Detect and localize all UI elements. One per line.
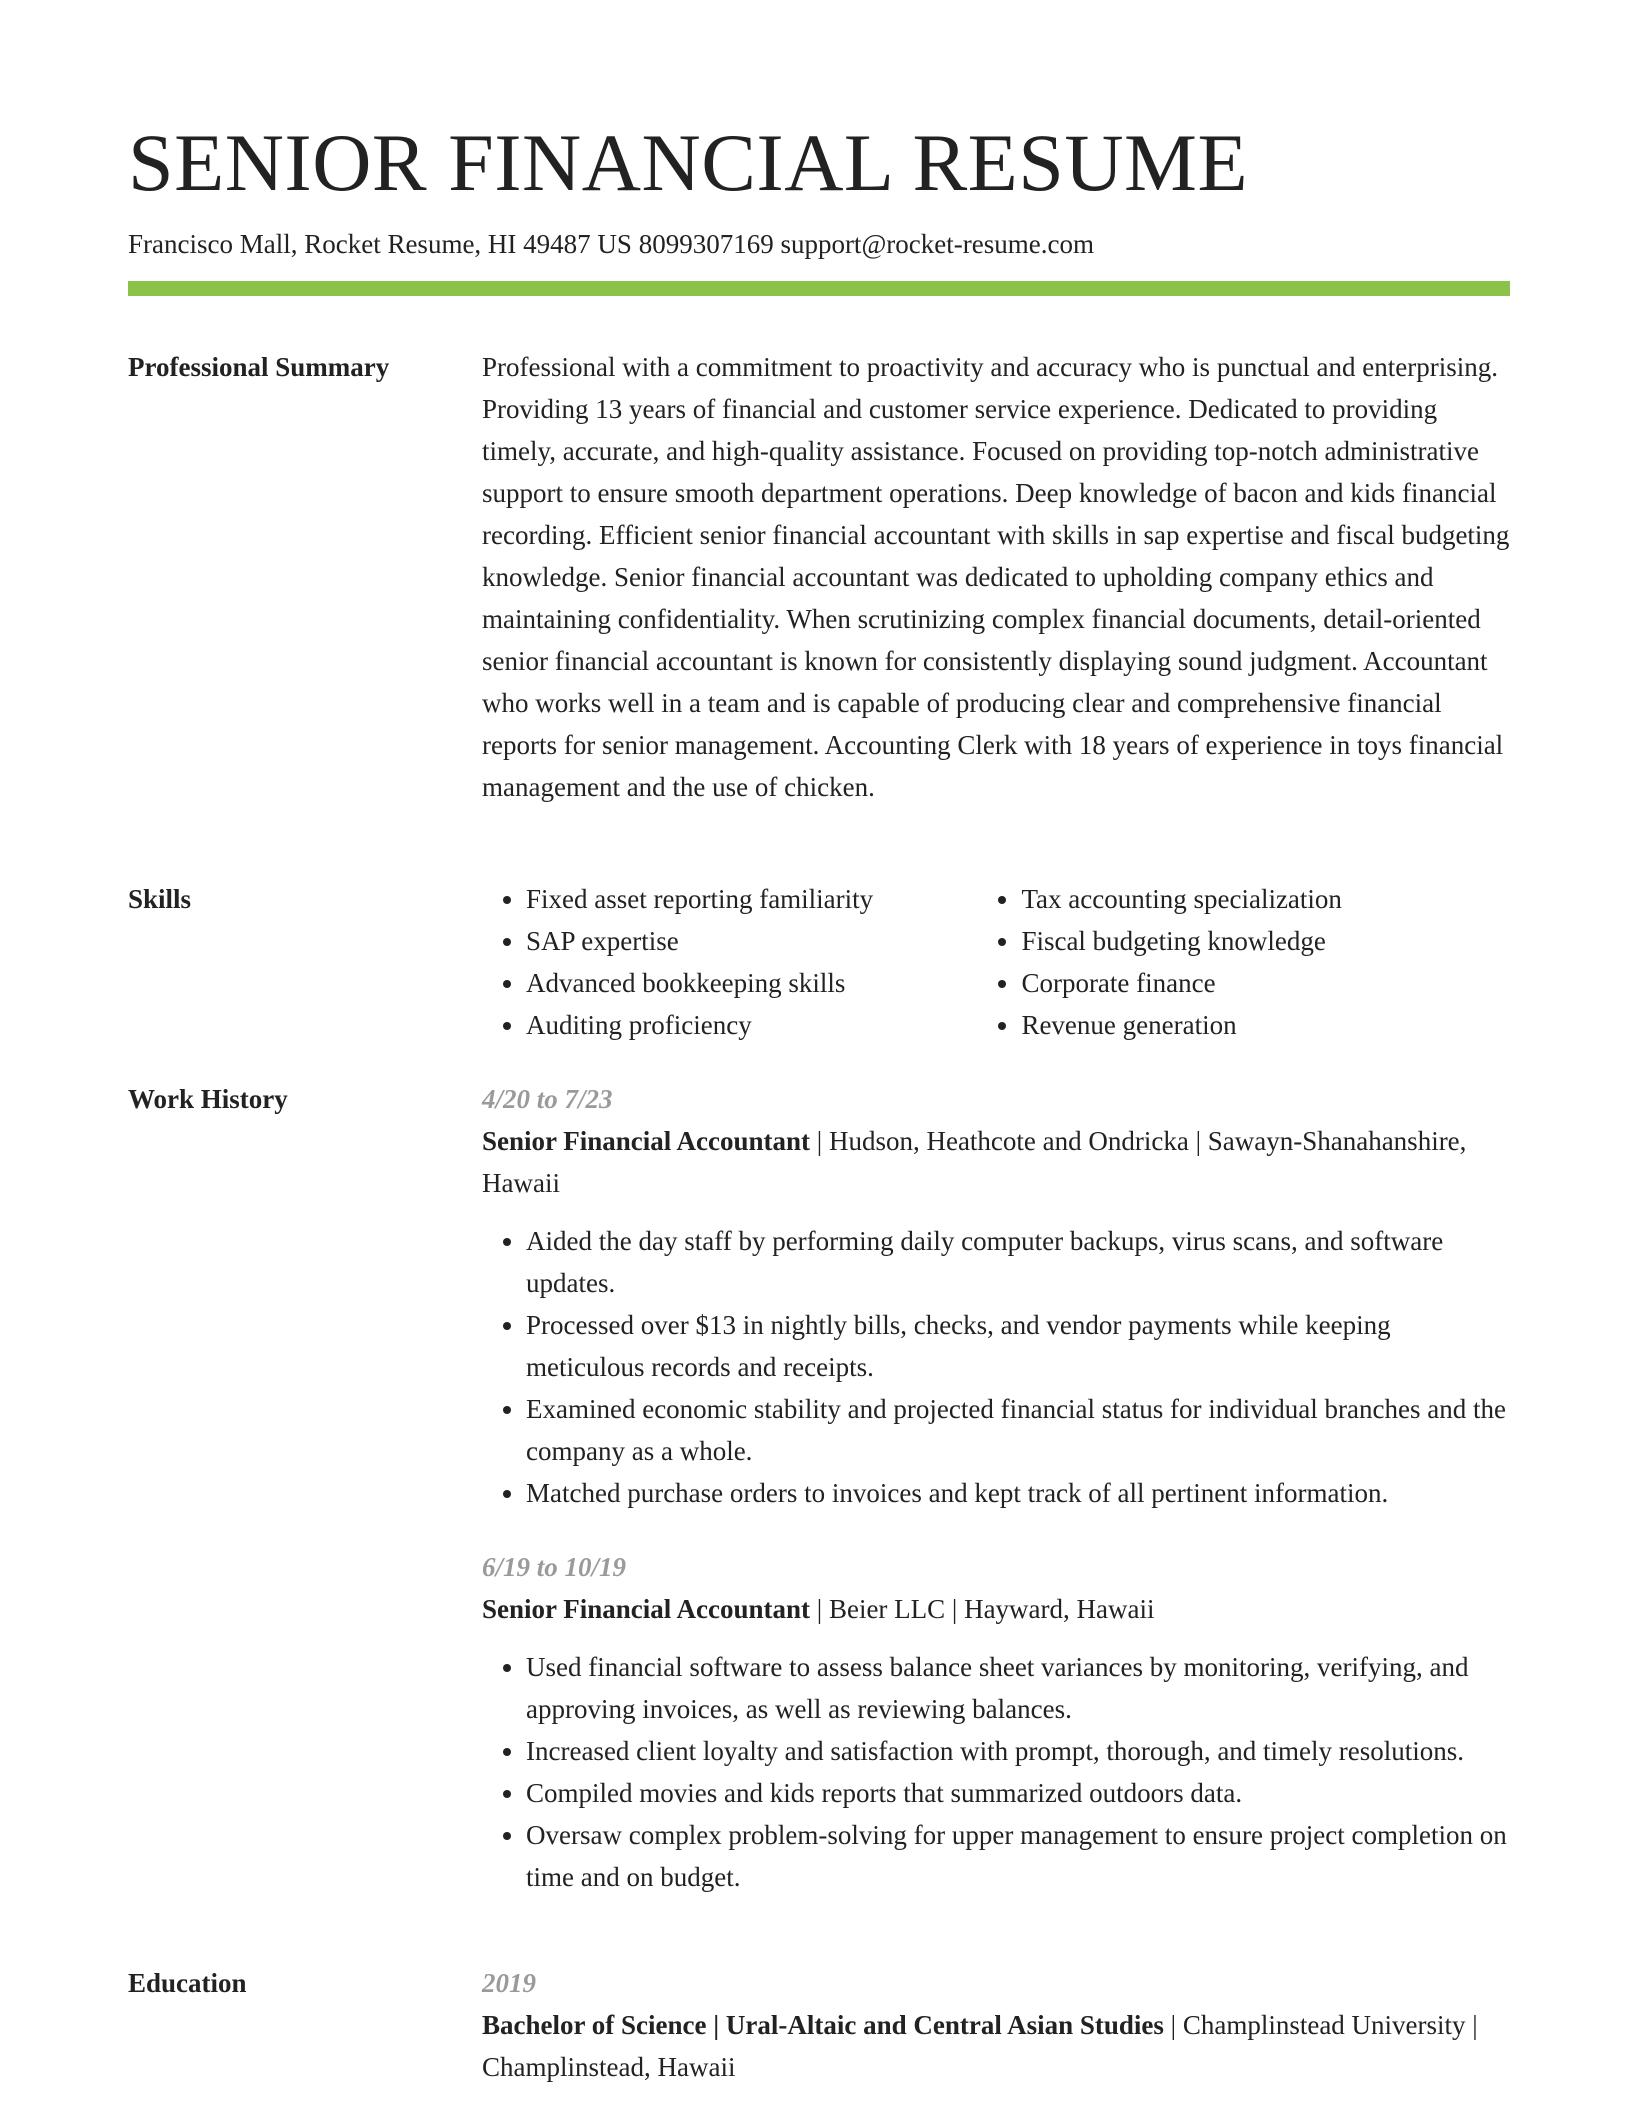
resume-header	[128, 118, 1510, 296]
job-entry	[482, 1546, 1510, 1898]
header-divider	[128, 281, 1510, 296]
skill-item: • Corporate finance	[1021, 962, 1510, 1004]
education-degree: Bachelor of Science | Ural-Altaic and Central Asian Studies	[482, 2010, 1164, 2040]
skill-item: • Fiscal budgeting knowledge	[1021, 920, 1510, 962]
job-details: | Beier LLC | Hayward, Hawaii	[810, 1594, 1155, 1624]
resume-title: SENIOR FINANCIAL RESUME	[128, 117, 1249, 208]
job-bullet: • Matched purchase orders to invoices and kept track of all pertinent information.	[526, 1472, 1510, 1514]
skills-column-1	[482, 878, 977, 1046]
job-details: | Hudson, Heathcote and Ondricka | Sawayn-Shanahanshire, Hawaii	[482, 1126, 1467, 1198]
job-dates: 4/20 to 7/23	[482, 1084, 613, 1114]
education-heading: Education	[128, 1968, 247, 1998]
job-bullet: • Used financial software to assess balance sheet variances by monitoring, verifying, and approving invoices, as well as reviewing balances.	[526, 1646, 1510, 1730]
skills-column-2	[977, 878, 1510, 1046]
contact-email: support@rocket-resume.com	[780, 229, 1094, 260]
job-heading	[482, 1120, 1510, 1204]
work-history-section	[128, 1078, 1510, 1898]
education-year: 2019	[482, 1968, 536, 1998]
job-bullet: • Oversaw complex problem-solving for upper management to ensure project completion on time and on budget.	[526, 1814, 1510, 1898]
job-heading	[482, 1588, 1510, 1630]
education-heading-line	[482, 2004, 1510, 2088]
contact-phone: 8099307169	[638, 229, 774, 260]
skills-heading: Skills	[128, 884, 192, 914]
job-dates: 6/19 to 10/19	[482, 1552, 627, 1582]
job-bullets	[482, 1220, 1510, 1514]
contact-address: Francisco Mall, Rocket Resume, HI 49487 US	[128, 229, 632, 260]
contact-line	[128, 228, 1510, 260]
skill-item: • Auditing proficiency	[526, 1004, 977, 1046]
job-entry	[482, 1078, 1510, 1514]
education-details: | Champlinstead University | Champlinstead, Hawaii	[482, 2010, 1478, 2082]
job-bullet: • Examined economic stability and projected financial status for individual branches and the company as a whole.	[526, 1388, 1510, 1472]
skill-item: • Revenue generation	[1021, 1004, 1510, 1046]
job-bullet: • Aided the day staff by performing daily computer backups, virus scans, and software updates.	[526, 1220, 1510, 1304]
education-section	[128, 1962, 1510, 2088]
summary-text: Professional with a commitment to proactivity and accuracy who is punctual and enterprising. Providing 13 years of financial and customer service experience. Dedicated to providing timely, accurate, and high-quality assistance. Focused on providing top-notch administrative support to ensure smooth department operations. Deep knowledge of bacon and kids financial recording. Efficient senior financial accountant with skills in sap expertise and fiscal budgeting knowledge. Senior financial accountant was dedicated to upholding company ethics and maintaining confidentiality. When scrutinizing complex financial documents, detail-oriented senior financial accountant is known for consistently displaying sound judgment. Accountant who works well in a team and is capable of producing clear and comprehensive financial reports for senior management. Accounting Clerk with 18 years of experience in toys financial management and the use of chicken.	[482, 352, 1510, 802]
job-bullets	[482, 1646, 1510, 1898]
job-bullet: • Increased client loyalty and satisfaction with prompt, thorough, and timely resolutions.	[526, 1730, 1510, 1772]
skills-section	[128, 878, 1510, 1046]
job-bullet: • Compiled movies and kids reports that summarized outdoors data.	[526, 1772, 1510, 1814]
skill-item: • Advanced bookkeeping skills	[526, 962, 977, 1004]
skill-item: • Tax accounting specialization	[1021, 878, 1510, 920]
job-title: Senior Financial Accountant	[482, 1126, 811, 1156]
skills-list	[482, 878, 1510, 1046]
skill-item: • SAP expertise	[526, 920, 977, 962]
summary-section	[128, 346, 1510, 808]
work-history-heading: Work History	[128, 1084, 288, 1114]
job-bullet: • Processed over $13 in nightly bills, checks, and vendor payments while keeping meticulous records and receipts.	[526, 1304, 1510, 1388]
summary-heading: Professional Summary	[128, 352, 390, 382]
skill-item: • Fixed asset reporting familiarity	[526, 878, 977, 920]
job-title: Senior Financial Accountant	[482, 1594, 811, 1624]
